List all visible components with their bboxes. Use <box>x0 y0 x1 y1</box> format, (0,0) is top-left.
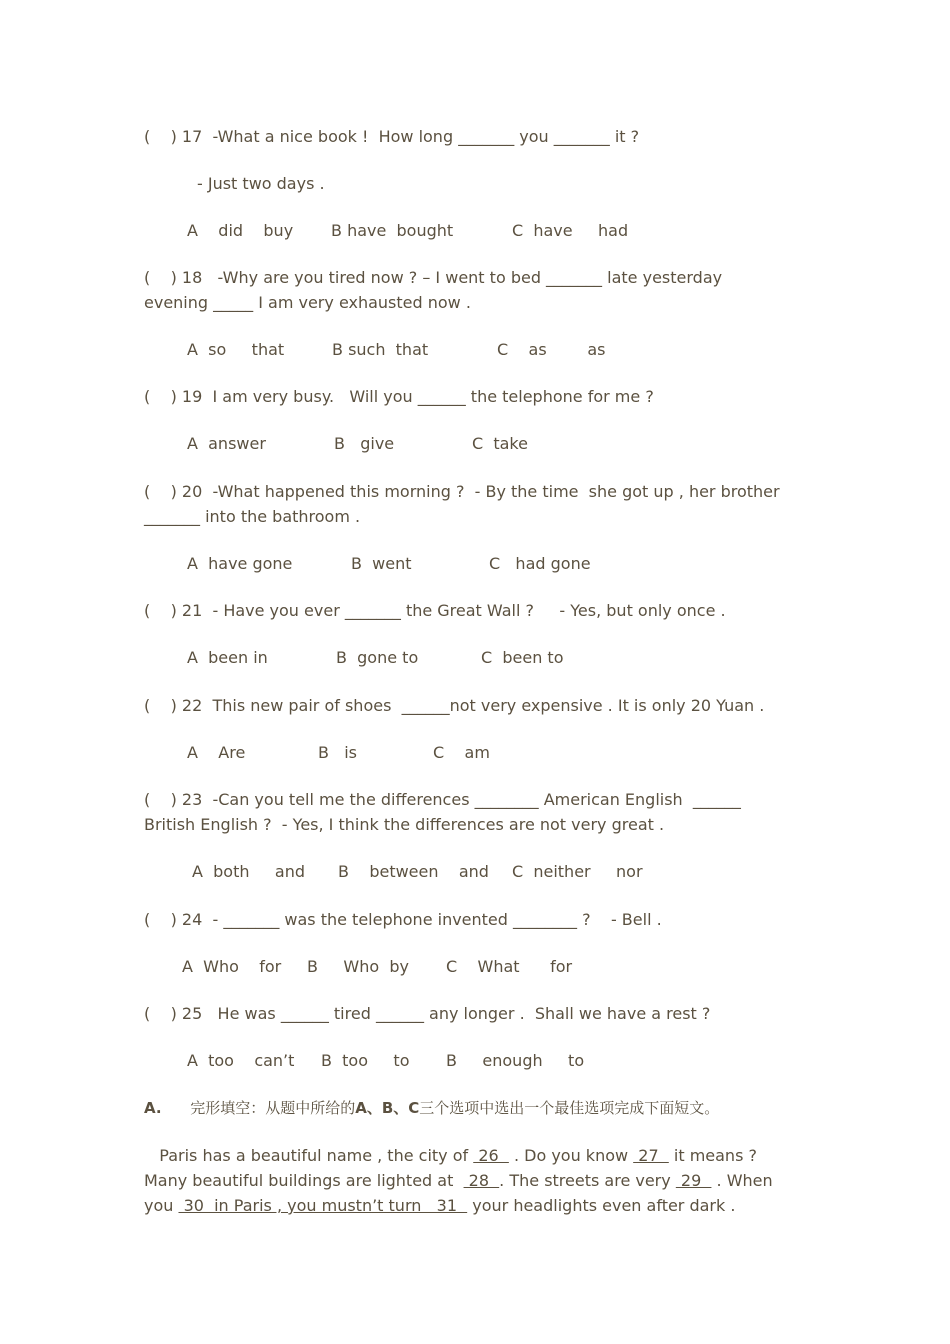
passage <box>144 1143 814 1218</box>
option-c: C neither nor <box>512 862 643 881</box>
option-b: B have bought <box>331 221 454 240</box>
blank-29: 29 <box>675 1171 712 1190</box>
passage-text: . Do you know <box>508 1146 634 1165</box>
question-21 <box>144 598 726 623</box>
option-b: B between and <box>338 862 489 881</box>
option-b: B went <box>351 554 412 573</box>
passage-text: . When <box>711 1171 773 1190</box>
option-c: C have had <box>512 221 629 240</box>
question-text: This new pair of shoes ______not very expensive . It is only 20 Yuan . <box>212 696 765 715</box>
question-25 <box>144 1001 710 1026</box>
option-a: A so that <box>187 340 285 359</box>
option-b: B is <box>318 743 358 762</box>
question-19 <box>144 384 654 409</box>
question-18 <box>144 265 722 290</box>
section-abc: A、B、C <box>355 1099 420 1117</box>
option-b: B give <box>334 434 395 453</box>
question-number: ( ) 22 <box>144 696 203 715</box>
question-text-continued: - Just two days . <box>197 174 325 193</box>
question-number: ( ) 18 <box>144 268 203 287</box>
question-22 <box>144 693 764 718</box>
question-text: -What a nice book ! How long _______ you _______ it ? <box>212 127 640 146</box>
option-a: A have gone <box>187 554 293 573</box>
option-a: A both and <box>192 862 306 881</box>
option-c: C What for <box>446 957 573 976</box>
blank-26: 26 <box>473 1146 509 1165</box>
question-17 <box>144 124 639 149</box>
section-heading <box>144 1096 719 1121</box>
option-c: B enough to <box>446 1051 585 1070</box>
question-24 <box>144 907 662 932</box>
question-23 <box>144 787 741 812</box>
passage-text: . The streets are very <box>499 1171 676 1190</box>
question-text: -Can you tell me the differences ________ American English ______ <box>212 790 741 809</box>
question-number: ( ) 21 <box>144 601 203 620</box>
question-text-continued: evening _____ I am very exhausted now . <box>144 293 471 312</box>
question-20 <box>144 479 780 504</box>
option-c: C am <box>433 743 490 762</box>
question-text: - _______ was the telephone invented ________ ? - Bell . <box>212 910 662 929</box>
section-instruction: 完形填空：从题中所给的 <box>190 1099 356 1117</box>
question-number: ( ) 24 <box>144 910 203 929</box>
passage-text: your headlights even after dark . <box>467 1196 736 1215</box>
option-c: C as as <box>497 340 606 359</box>
passage-text: Paris has a beautiful name , the city of <box>144 1146 474 1165</box>
option-c: C been to <box>481 648 564 667</box>
option-a: A Are <box>187 743 246 762</box>
question-text-continued: _______ into the bathroom . <box>144 507 361 526</box>
section-instruction-tail: 三个选项中选出一个最佳选项完成下面短文。 <box>419 1099 720 1117</box>
question-text-continued: British English ? - Yes, I think the differences are not very great . <box>144 815 665 834</box>
question-number: ( ) 19 <box>144 387 203 406</box>
question-text: -What happened this morning ? - By the time she got up , her brother <box>212 482 780 501</box>
option-b: B gone to <box>336 648 419 667</box>
blank-30-31: 30 in Paris , you mustn’t turn 31 <box>178 1196 468 1215</box>
question-text: He was ______ tired ______ any longer . Shall we have a rest ? <box>217 1004 711 1023</box>
option-a: A did buy <box>187 221 294 240</box>
section-label: A. <box>144 1099 162 1117</box>
passage-text: it means ? <box>668 1146 757 1165</box>
option-a: A been in <box>187 648 268 667</box>
option-b: B Who by <box>307 957 409 976</box>
option-a: A answer <box>187 434 266 453</box>
question-number: ( ) 25 <box>144 1004 203 1023</box>
question-number: ( ) 17 <box>144 127 203 146</box>
question-number: ( ) 20 <box>144 482 203 501</box>
question-text: -Why are you tired now ? – I went to bed _______ late yesterday <box>217 268 723 287</box>
passage-text: you <box>144 1196 179 1215</box>
option-a: A too can’t <box>187 1051 295 1070</box>
passage-text: Many beautiful buildings are lighted at <box>144 1171 464 1190</box>
question-text: I am very busy. Will you ______ the telephone for me ? <box>212 387 654 406</box>
option-c: C take <box>472 434 528 453</box>
option-b: B such that <box>332 340 429 359</box>
option-a: A Who for <box>182 957 282 976</box>
option-c: C had gone <box>489 554 591 573</box>
option-b: B too to <box>321 1051 410 1070</box>
question-number: ( ) 23 <box>144 790 203 809</box>
blank-27: 27 <box>633 1146 669 1165</box>
blank-28: 28 <box>463 1171 500 1190</box>
question-text: - Have you ever _______ the Great Wall ? - Yes, but only once . <box>212 601 726 620</box>
